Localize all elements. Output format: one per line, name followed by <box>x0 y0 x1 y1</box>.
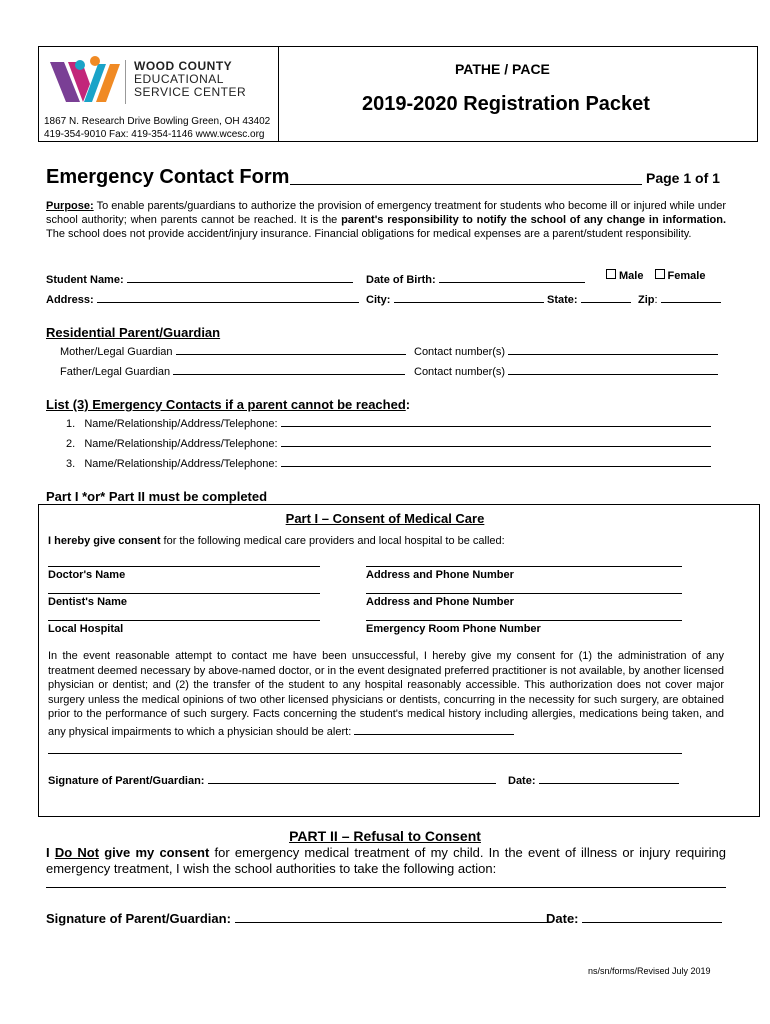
dob-label: Date of Birth: <box>366 274 436 286</box>
header-divider <box>278 46 279 142</box>
city-label: City: <box>366 294 391 306</box>
father-contact-line[interactable] <box>508 362 718 375</box>
emergency-heading-text: List (3) Emergency Contacts if a parent cannot be reached <box>46 397 406 412</box>
consent-intro-rest: for the following medical care providers and local hospital to be called: <box>160 535 505 547</box>
father-contact-label: Contact number(s) <box>414 366 506 378</box>
contact-num: 3. <box>66 458 76 470</box>
dob-line[interactable] <box>439 270 585 283</box>
zip-line[interactable] <box>661 290 721 303</box>
doctor-address-line[interactable] <box>366 566 682 567</box>
part-requirement: Part I *or* Part II must be completed <box>46 489 268 504</box>
contact-label: Name/Relationship/Address/Telephone: <box>84 458 278 470</box>
mother-label: Mother/Legal Guardian <box>60 346 173 358</box>
address-line-1: 1867 N. Research Drive Bowling Green, OH 43402 <box>44 116 271 127</box>
part1-date-line[interactable] <box>539 771 679 784</box>
dentist-line[interactable] <box>48 593 320 594</box>
title-rule <box>290 184 642 185</box>
refusal-paragraph <box>46 845 726 877</box>
er-phone-label: Emergency Room Phone Number <box>366 623 541 635</box>
zip-label: Zip <box>638 294 655 306</box>
city-line[interactable] <box>394 290 544 303</box>
student-name-label: Student Name: <box>46 274 124 286</box>
dob-field[interactable] <box>366 270 585 286</box>
female-checkbox[interactable] <box>655 269 665 279</box>
consent-text: In the event reasonable attempt to contact me have been unsuccessful, I hereby give my consent for (1) the administration of any treatment deemed necessary by above-named doctor, or in the event designated preferred practitioner is not available, by another licensed physician or dentist; and (2) the transfer of the student to any hospital reasonably accessible. This authorization does not cover major surgery unless the medical opinions of two other licensed physicians or dentists, concurring in the necessity for such surgery, are obtained prior to the performance of such surgery. Facts concerning the student's medical history including allergies, medications being taken, and any physical impairments to which a physician should be alert: <box>48 650 724 738</box>
contact-label: Name/Relationship/Address/Telephone: <box>84 438 278 450</box>
father-field[interactable] <box>60 362 405 378</box>
zip-field[interactable] <box>638 290 721 306</box>
logo-divider <box>125 60 126 104</box>
contact-num: 1. <box>66 418 76 430</box>
emergency-heading <box>46 397 410 412</box>
hospital-line[interactable] <box>48 620 320 621</box>
medical-history-line[interactable] <box>354 722 514 735</box>
gender-options <box>606 269 705 282</box>
refusal-give: give my consent <box>99 845 210 860</box>
state-label: State: <box>547 294 578 306</box>
part2-signature-line[interactable] <box>235 908 551 923</box>
female-label: Female <box>667 270 706 282</box>
part1-signature-label: Signature of Parent/Guardian: <box>48 775 205 787</box>
mother-field[interactable] <box>60 342 406 358</box>
purpose-paragraph <box>46 199 726 241</box>
page-number: Page 1 of 1 <box>646 170 720 186</box>
dentist-label: Dentist's Name <box>48 596 128 608</box>
program-name: PATHE / PACE <box>455 61 550 77</box>
part2-signature-field[interactable] <box>46 908 551 926</box>
doctor-label: Doctor's Name <box>48 569 126 581</box>
purpose-text-1: To enable parents/guardians to authorize the provision of emergency treatment for students who become ill or injured while under school authority; when parents cannot be reached. It is the <box>46 200 726 226</box>
mother-contact-line[interactable] <box>508 342 718 355</box>
er-phone-line[interactable] <box>366 620 682 621</box>
dentist-address-line[interactable] <box>366 593 682 594</box>
purpose-label: Purpose: <box>46 200 94 212</box>
hospital-label: Local Hospital <box>48 623 124 635</box>
student-name-field[interactable] <box>46 270 353 286</box>
org-line-2: EDUCATIONAL <box>134 72 224 86</box>
form-title: Emergency Contact Form <box>46 166 290 188</box>
footer-revision: ns/sn/forms/Revised July 2019 <box>588 966 711 976</box>
emergency-contact-2[interactable] <box>66 434 711 450</box>
emergency-contact-1[interactable] <box>66 414 711 430</box>
zip-colon: : <box>654 294 658 306</box>
refusal-do-not: Do Not <box>54 845 100 860</box>
part1-date-label: Date: <box>508 775 536 787</box>
mother-contact-field[interactable] <box>414 342 718 358</box>
student-name-line[interactable] <box>127 270 353 283</box>
address-line-2: 419-354-9010 Fax: 419-354-1146 www.wcesc.org <box>44 129 265 140</box>
part2-date-field[interactable] <box>546 908 722 926</box>
org-address <box>44 115 270 141</box>
consent-bold: I hereby give consent <box>48 535 161 547</box>
purpose-text-2: The school does not provide accident/injury insurance. Financial obligations for medical expenses are a parent/student responsibility. <box>46 228 692 240</box>
address-field[interactable] <box>46 290 359 306</box>
part2-title: PART II – Refusal to Consent <box>289 828 481 844</box>
contact-line[interactable] <box>281 454 711 467</box>
father-label: Father/Legal Guardian <box>60 366 171 378</box>
consent-paragraph <box>48 649 724 739</box>
state-field[interactable] <box>547 290 631 306</box>
refusal-i: I <box>46 845 55 860</box>
packet-title: 2019-2020 Registration Packet <box>362 93 650 115</box>
father-contact-field[interactable] <box>414 362 718 378</box>
contact-num: 2. <box>66 438 76 450</box>
part2-signature-label: Signature of Parent/Guardian: <box>46 911 231 926</box>
doctor-line[interactable] <box>48 566 320 567</box>
parents-heading: Residential Parent/Guardian <box>46 325 221 340</box>
emergency-contact-3[interactable] <box>66 454 711 470</box>
refusal-action-line[interactable] <box>46 887 726 888</box>
part2-date-line[interactable] <box>582 908 722 923</box>
purpose-bold-text: parent's responsibility to notify the school of any change in information. <box>341 214 727 226</box>
part1-date-field[interactable] <box>508 771 679 787</box>
refusal-rest: for emergency medical treatment of my child. In the event of illness or injury requiring emergency treatment, I wish the school authorities to take the following action: <box>46 845 726 876</box>
city-field[interactable] <box>366 290 544 306</box>
contact-line[interactable] <box>281 434 711 447</box>
emergency-heading-colon: : <box>405 397 411 412</box>
father-line[interactable] <box>173 362 405 375</box>
mother-contact-label: Contact number(s) <box>414 346 506 358</box>
part1-signature-field[interactable] <box>48 771 496 787</box>
address-line[interactable] <box>97 290 359 303</box>
part1-title: Part I – Consent of Medical Care <box>285 511 485 526</box>
wcesc-logo-icon <box>50 56 122 106</box>
state-line[interactable] <box>581 290 631 303</box>
mother-line[interactable] <box>176 342 406 355</box>
part2-date-label: Date: <box>546 911 579 926</box>
part1-signature-line[interactable] <box>208 771 496 784</box>
part1-intro <box>48 535 505 547</box>
address-label: Address: <box>46 294 94 306</box>
org-name <box>134 60 246 99</box>
contact-label: Name/Relationship/Address/Telephone: <box>84 418 278 430</box>
org-line-1: WOOD COUNTY <box>134 59 233 73</box>
dentist-address-label: Address and Phone Number <box>366 596 514 608</box>
medical-history-line-2[interactable] <box>48 753 682 754</box>
contact-line[interactable] <box>281 414 711 427</box>
male-checkbox[interactable] <box>606 269 616 279</box>
org-line-3: SERVICE CENTER <box>134 85 247 99</box>
doctor-address-label: Address and Phone Number <box>366 569 514 581</box>
male-label: Male <box>619 270 644 282</box>
